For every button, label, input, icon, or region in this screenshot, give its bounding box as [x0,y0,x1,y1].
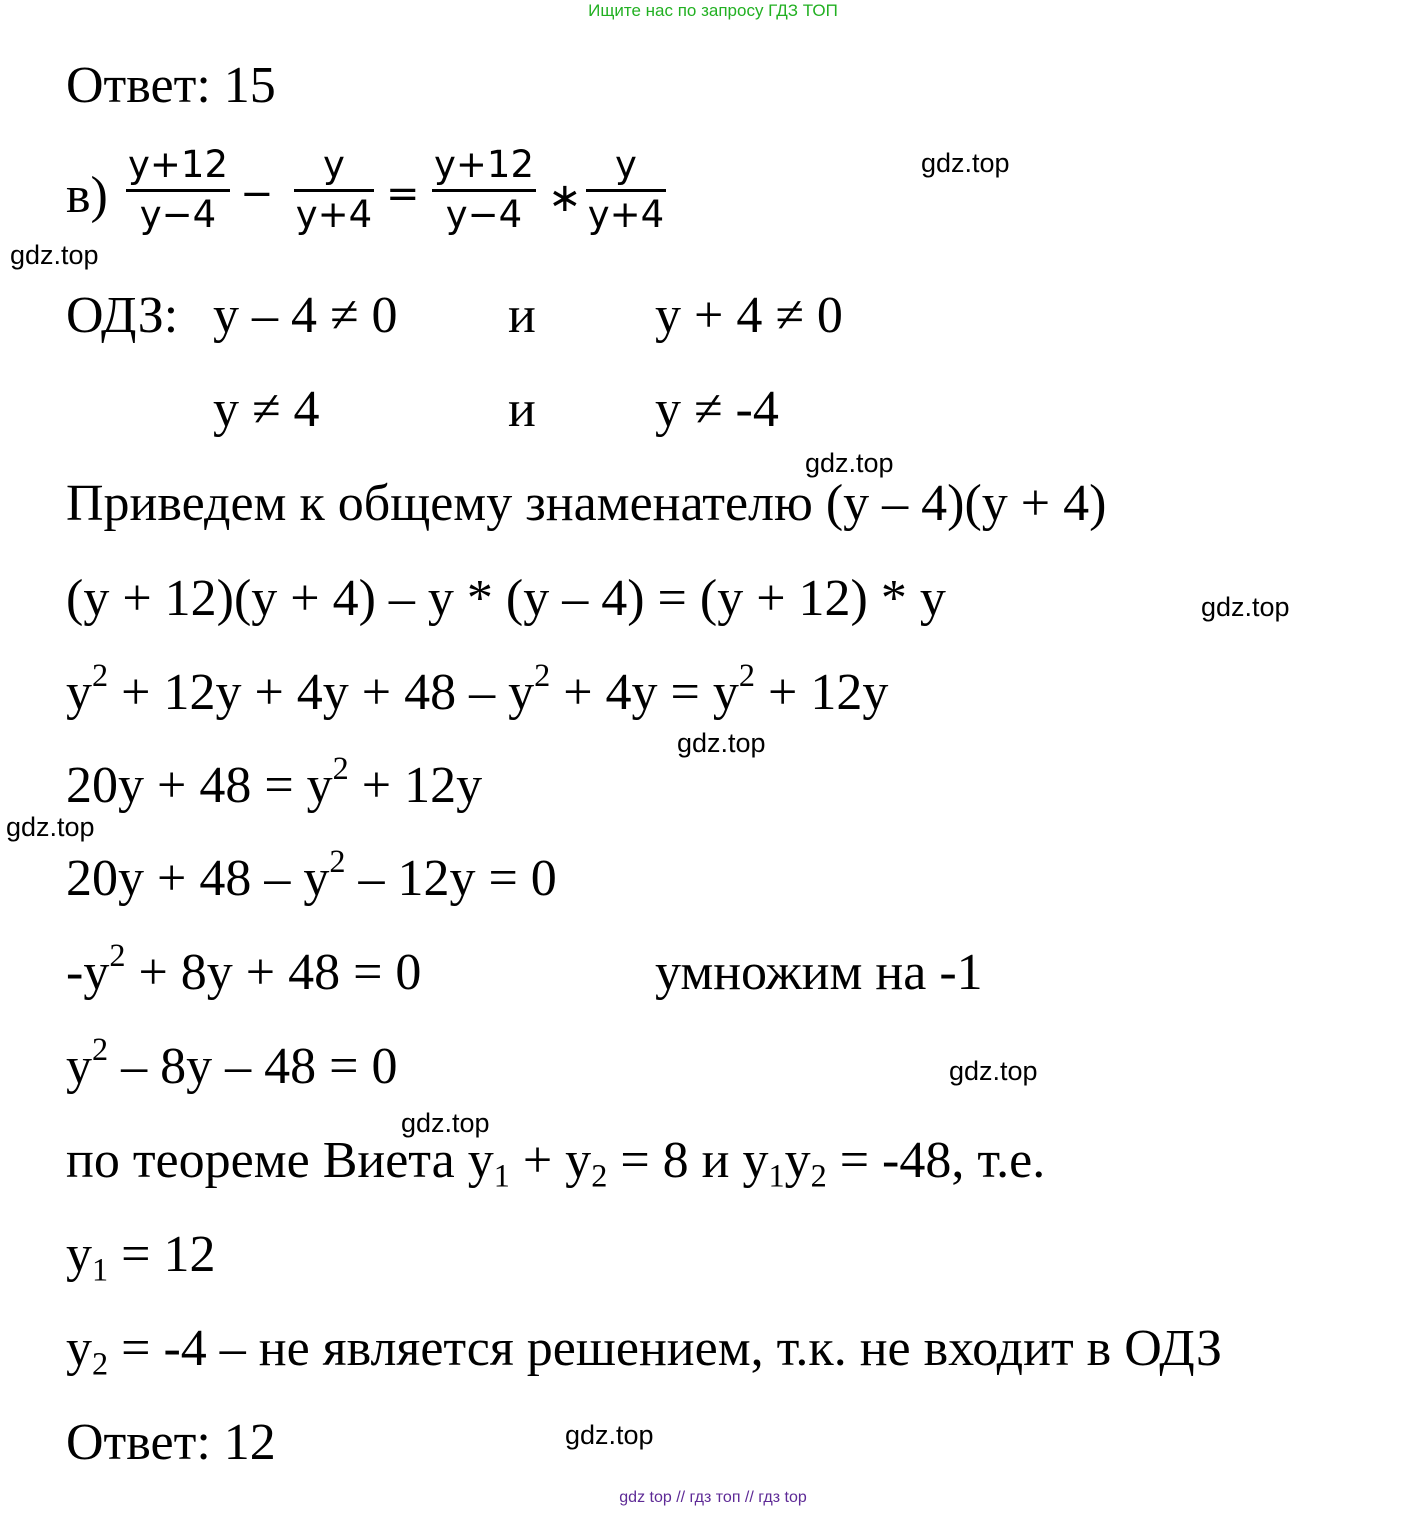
odz-and-2: и [508,381,536,438]
odz-and-1: и [508,287,536,344]
fraction-2-denominator: y+4 [295,193,373,236]
odz-label: ОДЗ: [66,287,179,344]
minus-sign: − [240,171,274,217]
fraction-bar [432,189,536,192]
quadratic-line: $-y^2 + 8y + 48 = 0$ [66,936,422,1001]
odz-condition-4: y ≠ -4 [655,381,779,438]
equation-label: в) [66,167,108,224]
odz-condition-2: y + 4 ≠ 0 [655,287,843,344]
fraction-4-numerator: y [615,143,637,186]
fraction-2 [294,143,374,236]
simplified-line: $20y + 48 = y^2 + 12y$ [66,749,483,814]
watermark: gdz.top [565,1420,654,1450]
top-banner: Ищите нас по запросу ГДЗ ТОП [588,1,838,20]
watermark: gdz.top [6,812,95,842]
fraction-1 [126,143,230,236]
fraction-bar [126,189,230,192]
odz-condition-1: y – 4 ≠ 0 [213,287,398,344]
fraction-4 [586,143,666,236]
fraction-4-denominator: y+4 [587,193,665,236]
root-1-line: $y_1 = 12$ [66,1226,216,1288]
fraction-3-numerator: y+12 [434,143,534,186]
watermark: gdz.top [10,240,99,270]
odz-condition-3: y ≠ 4 [213,381,320,438]
previous-answer: Ответ: 15 [66,57,276,114]
final-answer: Ответ: 12 [66,1414,276,1471]
fraction-2-numerator: y [323,143,345,186]
normalized-quadratic-line: $y^2 - 8y - 48 = 0$ [66,1030,398,1095]
watermark: gdz.top [805,448,894,478]
bottom-banner: gdz top // гдз топ // гдз top [619,1489,807,1506]
root-2-line: $y_2 = -4$ – не является решением, т.к. не входит в ОДЗ [66,1320,1223,1382]
equals-sign: = [386,171,420,217]
fraction-bar [294,189,374,192]
common-denominator-line: Приведем к общему знаменателю (y – 4)(y + 4) [66,475,1107,532]
watermark: gdz.top [1201,592,1290,622]
expanded-equation-line: (y + 12)(y + 4) – y * (y – 4) = (y + 12) * y [66,570,946,627]
multiply-sign: ∗ [548,175,582,221]
watermark: gdz.top [401,1108,490,1138]
fraction-bar [586,189,666,192]
multiply-note: умножим на -1 [655,944,983,1001]
watermark: gdz.top [677,728,766,758]
watermark: gdz.top [949,1056,1038,1086]
fraction-1-denominator: y−4 [139,193,217,236]
fraction-3 [432,143,536,236]
fraction-3-denominator: y−4 [445,193,523,236]
moved-terms-line: $20y + 48 - y^2 - 12y = 0$ [66,842,557,907]
watermark: gdz.top [921,148,1010,178]
expansion-line: $y^2 + 12y + 4y + 48 - y^2 + 4y = y^2 + 12y$ [66,656,889,721]
fraction-1-numerator: y+12 [128,143,228,186]
vieta-line: по теореме Виета $y_1 + y_2 = 8$ и $y_1y_2 = -48$, т.е. [66,1132,1046,1194]
